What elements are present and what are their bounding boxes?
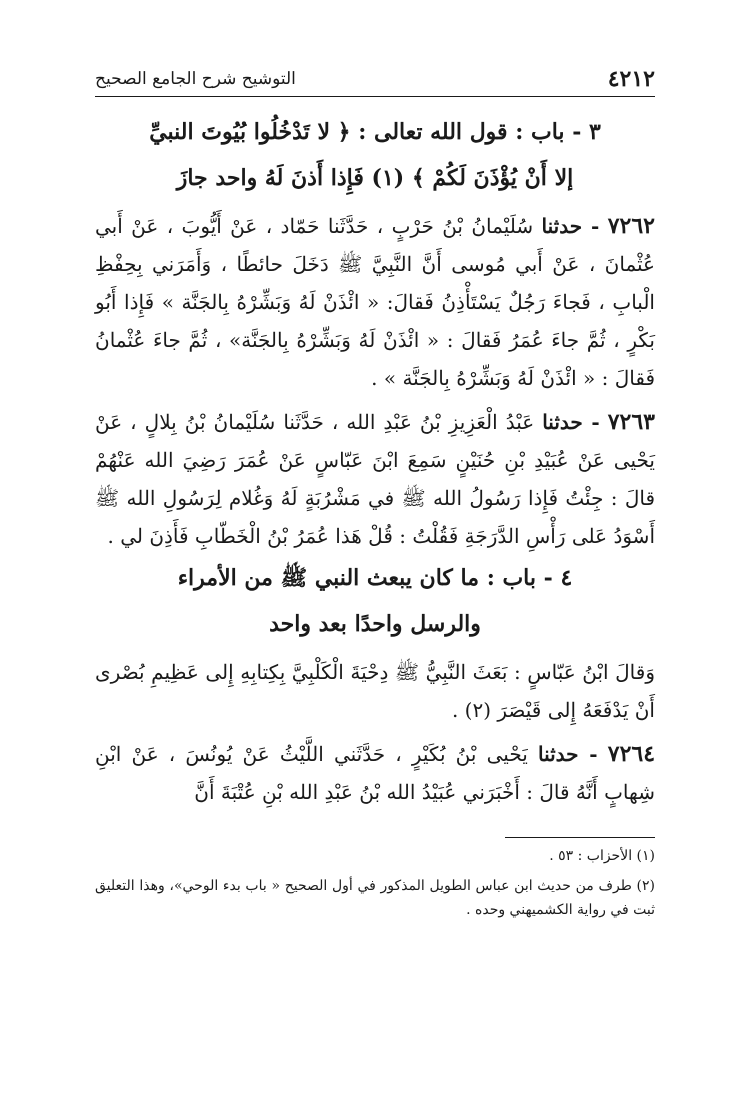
hadith-text: يَحْيى بْنُ بُكَيْرٍ ، حَدَّثَني اللَّيْثُ عَنْ يُونُسَ ، عَنْ ابْنِ شِهابٍ أَنَّهُ قالَ : أَخْبَرَني عُبَيْدُ الله بْنُ عَبْدِ الله بْنِ عُتْبَةَ أَنَّ [95, 742, 655, 804]
hadith-number: ٧٢٦٤ [607, 741, 656, 767]
running-header [95, 60, 655, 97]
hadith-7263 [95, 403, 655, 555]
hadith-lead: - حدثنا [541, 214, 600, 238]
chapter-4-title-line-1: ٤ - باب : ما كان يبعث النبي ﷺ من الأمراء [177, 565, 573, 591]
hadith-lead: - حدثنا [537, 742, 598, 766]
hadith-text: سُلَيْمانُ بْنُ حَرْبٍ ، حَدَّثَنا حَمّاد ، عَنْ أَيُّوبَ ، عَنْ أَبي عُثْمانَ ، عَنْ أَبي مُوسى أَنَّ النَّبِيَّ ﷺ دَخَلَ حائطًا ، وَأَمَرَني بِحِفْظِ الْبابِ ، فَجاءَ رَجُلٌ يَسْتَأْذِنُ فَقالَ: « ائْذَنْ لَهُ وَبَشِّرْهُ بِالجَنَّة » فَإِذا أَبُو بَكْرٍ ، ثُمَّ جاءَ عُمَرُ فَقالَ : « ائْذَنْ لَهُ وَبَشِّرْهُ بِالجَنَّة» ، ثُمَّ جاءَ عُثْمانُ فَقالَ : « ائْذَنْ لَهُ وَبَشِّرْهُ بِالجَنَّة » . [95, 214, 655, 390]
chapter-3-title-line-1: ٣ - باب : قول الله تعالى : ﴿ لا تَدْخُلُوا بُيُوتَ النبيِّ [149, 119, 601, 145]
book-title: التوشيح شرح الجامع الصحيح [95, 69, 296, 89]
footnote-1: (١) الأحزاب : ٥٣ . [549, 848, 655, 864]
footnote-divider [505, 837, 655, 838]
taliq-ibn-abbas [95, 653, 655, 729]
book-page [95, 60, 655, 1080]
hadith-7264 [95, 735, 655, 811]
footnote-2: (٢) طرف من حديث ابن عباس الطويل المذكور في أول الصحيح « باب بدء الوحي»، وهذا التعليق ثبت في رواية الكشميهني وحده . [95, 878, 655, 918]
hadith-number: ٧٢٦٢ [607, 213, 655, 239]
chapter-4-title-line-2: والرسل واحدًا بعد واحد [269, 611, 481, 637]
chapter-3-title-line-2: إلا أَنْ يُؤْذَنَ لَكُمْ ﴾ (١) فَإِذا أَذنَ لَهُ واحد جازَ [176, 165, 574, 191]
hadith-text: عَبْدُ الْعَزِيزِ بْنُ عَبْدِ الله ، حَدَّثَنا سُلَيْمانُ بْنُ بِلالٍ ، عَنْ يَحْيى عَنْ عُبَيْدِ بْنِ حُنَيْنٍ سَمِعَ ابْنَ عَبّاسٍ عَنْ عُمَرَ رَضِيَ الله عَنْهُمْ قالَ : جِئْتُ فَإِذا رَسُولُ الله ﷺ في مَشْرُبَةٍ لَهُ وَغُلام لِرَسُولِ الله ﷺ أَسْوَدُ عَلى رَأْسِ الدَّرَجَةِ فَقُلْتُ : قُلْ هَذا عُمَرُ بْنُ الْخَطّابِ فَأَذِنَ لي . [95, 410, 655, 548]
hadith-lead: - حدثنا [542, 410, 600, 434]
hadith-7262 [95, 207, 655, 397]
taliq-text: وَقالَ ابْنُ عَبّاسٍ : بَعَثَ النَّبِيُّ ﷺ دِحْيَةَ الْكَلْبِيَّ بِكِتابِهِ إِلى عَظِيمِ بُصْرى أَنْ يَدْفَعَهُ إِلى قَيْصَرَ (٢) . [95, 660, 655, 722]
page-number: ٤٢١٢ [607, 66, 655, 92]
hadith-number: ٧٢٦٣ [607, 409, 655, 435]
